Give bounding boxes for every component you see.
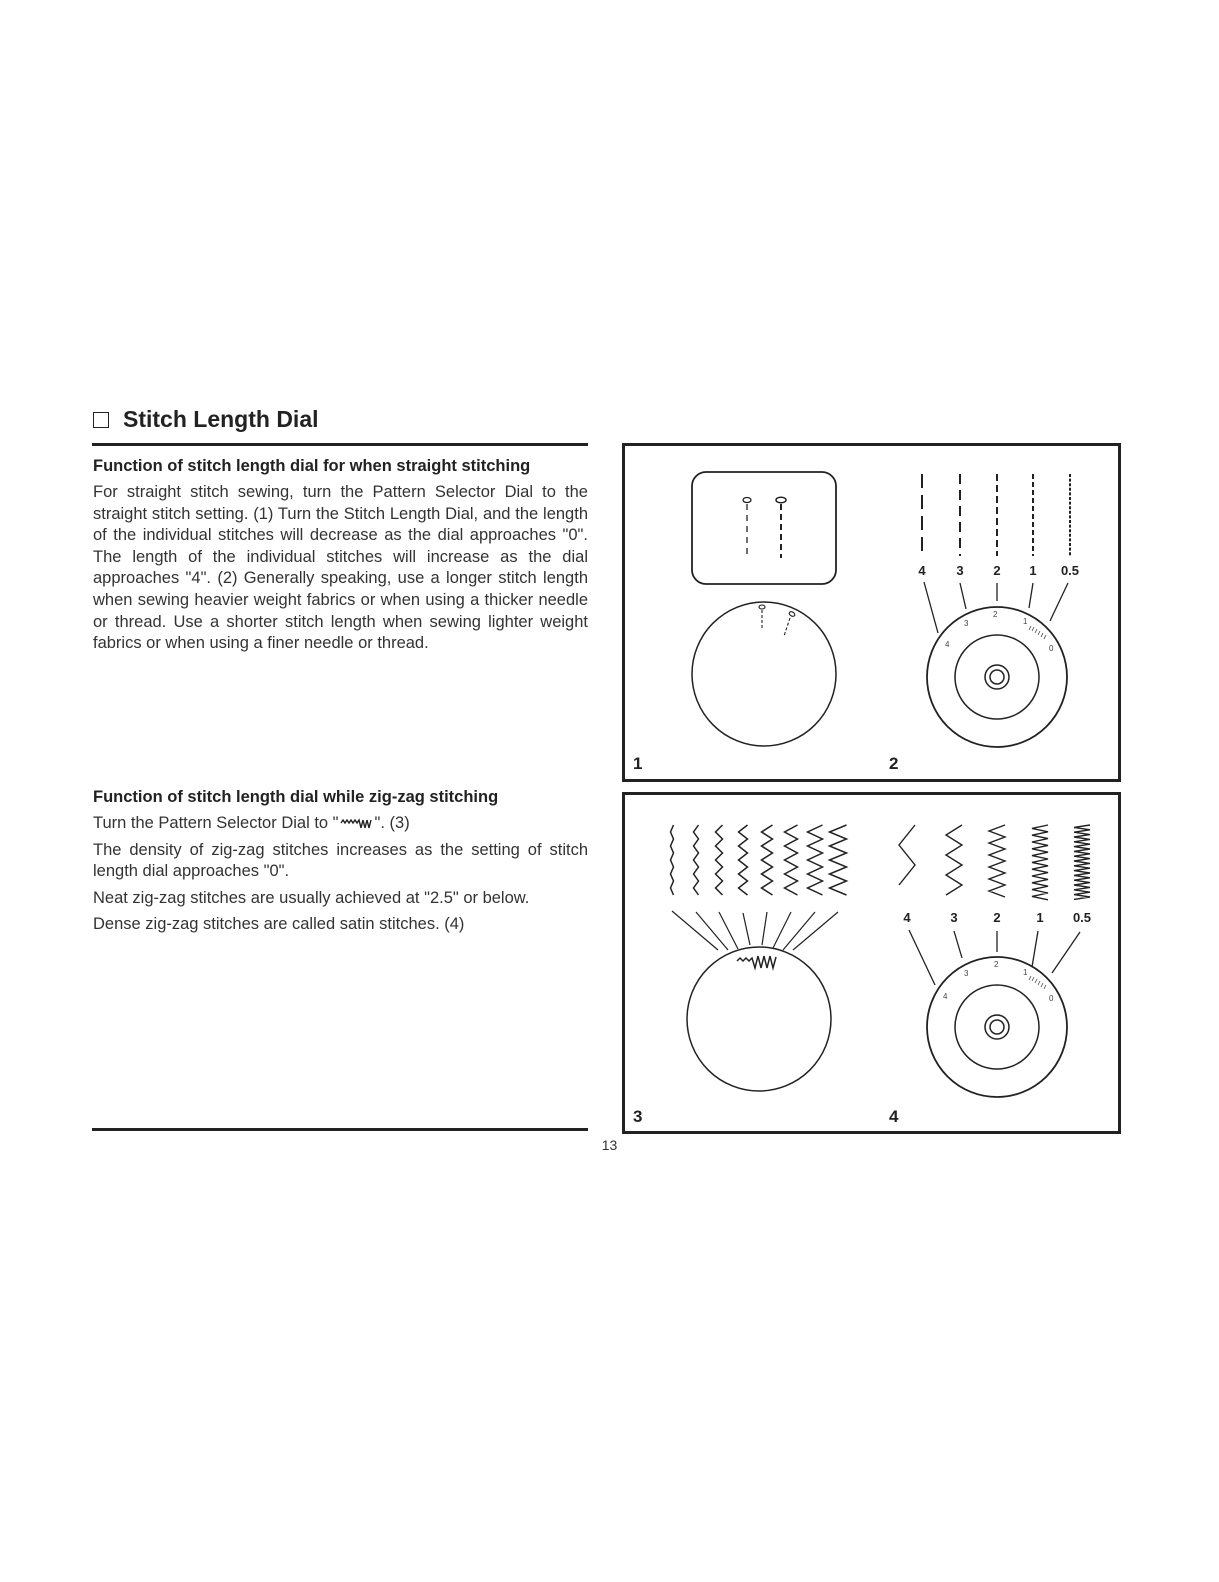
- zigzag-density-sample: [899, 825, 915, 885]
- page-title: Stitch Length Dial: [123, 406, 319, 432]
- density-label-3: 3: [950, 910, 958, 925]
- zigzag-density-samples: [899, 825, 1090, 900]
- zigzag-density-text: The density of zig-zag stitches increases as the setting of stitch length dial approaches "0".: [93, 840, 588, 881]
- dial-mark-4-zz: 4: [943, 992, 948, 1001]
- figure-number-3: 3: [633, 1107, 643, 1126]
- zigzag-density-sample: [989, 825, 1005, 897]
- density-label-0-5: 0.5: [1072, 910, 1092, 925]
- section-zigzag-stitch: [93, 788, 588, 941]
- density-label-2: 2: [993, 910, 1001, 925]
- zigzag-instruction: [93, 813, 588, 835]
- figure-panel-zigzag: [622, 792, 1121, 1134]
- zigzag-stitch-icon: [339, 817, 375, 831]
- zigzag-mark: [737, 956, 776, 968]
- dial-mark-2-zz: 2: [994, 960, 999, 969]
- stitch-length-dial-zigzag: [927, 957, 1067, 1097]
- title-row: [93, 406, 319, 433]
- page-number: 13: [601, 1137, 618, 1153]
- bottom-rule: [92, 1128, 588, 1131]
- stitch-length-dial: [927, 607, 1067, 747]
- section-heading-straight: Function of stitch length dial for when straight stitching: [93, 457, 531, 475]
- figure-number-2: 2: [889, 754, 899, 773]
- zigzag-density-sample: [946, 825, 962, 895]
- section-straight-stitch: [93, 457, 588, 655]
- pattern-selector-dial-zigzag: [687, 947, 831, 1091]
- dial-mark-2: 2: [993, 610, 998, 619]
- zigzag-width-sample: [694, 825, 699, 895]
- zigzag-density-sample: [1074, 825, 1090, 899]
- dial-mark-3-zz: 3: [964, 969, 969, 978]
- zigzag-width-samples: [671, 825, 847, 895]
- zigzag-neat-text: Neat zig-zag stitches are usually achieved at "2.5" or below.: [93, 888, 530, 907]
- zigzag-width-sample: [785, 825, 798, 895]
- zigzag-width-sample: [716, 825, 723, 895]
- zigzag-instruction-after: ". (3): [374, 814, 410, 832]
- pattern-selector-dial: [692, 602, 836, 746]
- section-heading-zigzag: Function of stitch length dial while zig-zag stitching: [93, 788, 499, 806]
- zigzag-width-sample: [739, 825, 748, 895]
- dial-mark-0-zz: 0: [1049, 994, 1054, 1003]
- zigzag-instruction-before: Turn the Pattern Selector Dial to ": [93, 814, 339, 832]
- zigzag-width-sample: [830, 825, 847, 895]
- top-rule: [92, 443, 588, 446]
- dial-mark-0: 0: [1049, 644, 1054, 653]
- length-label-2: 2: [993, 563, 1001, 578]
- zigzag-satin-text: Dense zig-zag stitches are called satin stitches. (4): [93, 915, 465, 934]
- density-label-1: 1: [1036, 910, 1044, 925]
- zigzag-density-sample: [1032, 825, 1048, 900]
- length-label-1: 1: [1029, 563, 1037, 578]
- figure-number-4: 4: [889, 1107, 899, 1126]
- dial-mark-4: 4: [945, 640, 950, 649]
- zigzag-width-sample: [762, 825, 773, 895]
- figure-1-2-illustration: [625, 446, 1118, 779]
- dial-mark-1: 1: [1023, 617, 1028, 626]
- square-outline-icon: [93, 412, 109, 428]
- figure-number-1: 1: [633, 754, 643, 773]
- length-label-0-5: 0.5: [1060, 563, 1080, 578]
- density-label-4: 4: [903, 910, 911, 925]
- section-body-straight: For straight stitch sewing, turn the Pattern Selector Dial to the straight stitch setting. (1) Turn the Stitch Length Dial, and the length of the individual stitches will decrease as the dial approaches "0". The length of the individual stitches will increase as the dial approaches "4". (2) Generally speaking, use a longer stitch length when sewing heavier weight fabrics or when using a thicker needle or thread. Use a shorter stitch length when sewing lighter weight fabrics or when using a finer needle or thread.: [93, 483, 588, 653]
- figure-3-4-illustration: [625, 795, 1118, 1131]
- dial-mark-3: 3: [964, 619, 969, 628]
- needle-icon-left: [743, 498, 751, 559]
- dial-mark-1-zz: 1: [1023, 968, 1028, 977]
- zigzag-width-sample: [671, 825, 674, 895]
- length-label-4: 4: [918, 563, 926, 578]
- length-label-3: 3: [956, 563, 964, 578]
- figure-panel-straight: [622, 443, 1121, 782]
- zigzag-width-sample: [808, 825, 823, 895]
- pattern-window: [692, 472, 836, 584]
- needle-icon-right: [776, 497, 786, 558]
